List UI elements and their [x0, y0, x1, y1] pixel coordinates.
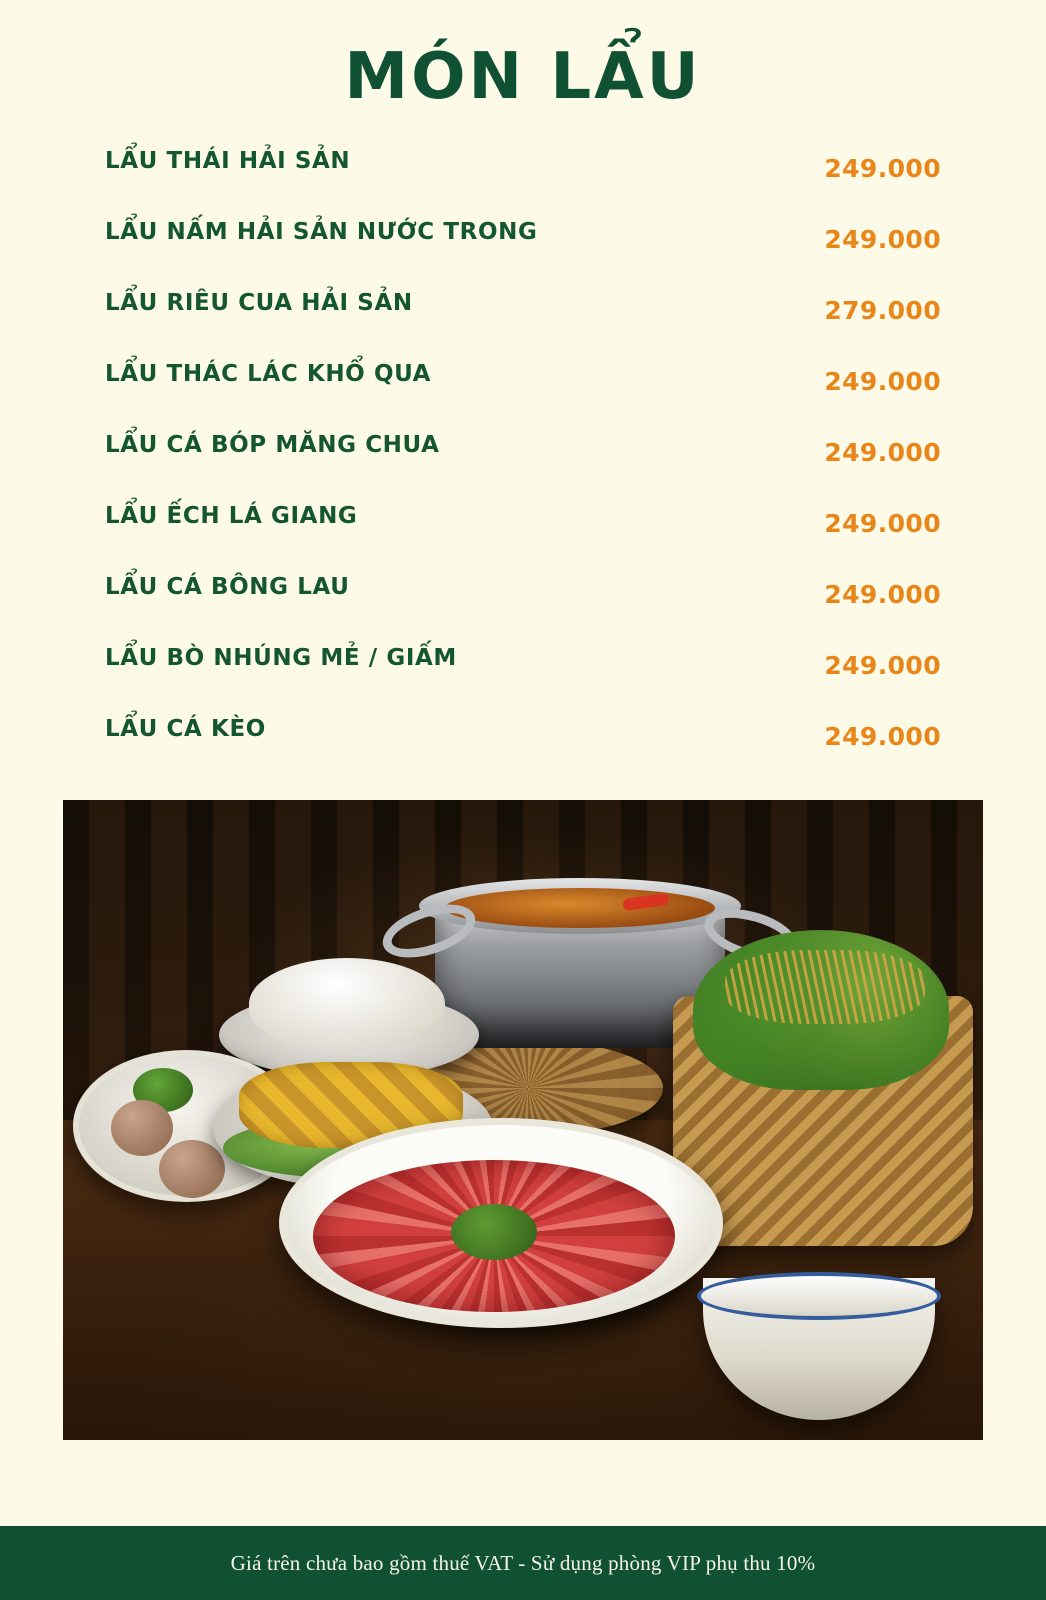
list-item[interactable] — [105, 429, 941, 500]
photo-parsley-garnish — [451, 1204, 537, 1260]
menu-item-name: LẨU BÒ NHÚNG MẺ / GIẤM — [105, 645, 457, 672]
menu-item-price: 249.000 — [824, 580, 941, 610]
menu-item-price: 249.000 — [824, 154, 941, 184]
menu-item-name: LẨU ẾCH LÁ GIANG — [105, 503, 358, 530]
menu-item-price: 249.000 — [824, 438, 941, 468]
menu-item-name: LẨU CÁ KÈO — [105, 716, 266, 743]
list-item[interactable] — [105, 216, 941, 287]
menu-item-price: 249.000 — [824, 722, 941, 752]
photo-rice — [249, 958, 445, 1050]
menu-item-price: 249.000 — [824, 509, 941, 539]
menu-item-name: LẨU RIÊU CUA HẢI SẢN — [105, 290, 413, 317]
photo-bean-sprouts — [725, 950, 925, 1024]
list-item[interactable] — [105, 500, 941, 571]
list-item[interactable] — [105, 642, 941, 713]
photo-meatball — [159, 1140, 225, 1198]
menu-item-name: LẨU CÁ BÔNG LAU — [105, 574, 350, 601]
menu-item-list — [105, 145, 941, 784]
menu-item-price: 249.000 — [824, 225, 941, 255]
page-title: MÓN LẨU — [344, 40, 702, 114]
list-item[interactable] — [105, 358, 941, 429]
menu-item-name: LẨU NẤM HẢI SẢN NƯỚC TRONG — [105, 219, 538, 246]
menu-item-name: LẨU THÁI HẢI SẢN — [105, 148, 351, 175]
photo-hotpot-broth — [445, 888, 715, 928]
footer-bar — [0, 1526, 1046, 1600]
menu-item-price: 249.000 — [824, 367, 941, 397]
menu-item-name: LẨU THÁC LÁC KHỔ QUA — [105, 361, 432, 388]
menu-item-name: LẨU CÁ BÓP MĂNG CHUA — [105, 432, 440, 459]
list-item[interactable] — [105, 287, 941, 358]
menu-item-price: 249.000 — [824, 651, 941, 681]
title-section — [0, 40, 1046, 114]
photo-meatball — [111, 1100, 173, 1156]
footer-note: Giá trên chưa bao gồm thuế VAT - Sử dụng phòng VIP phụ thu 10% — [230, 1550, 816, 1575]
dish-photo — [63, 800, 983, 1440]
list-item[interactable] — [105, 571, 941, 642]
photo-side-bowl-rim — [697, 1272, 941, 1320]
list-item[interactable] — [105, 145, 941, 216]
menu-item-price: 279.000 — [824, 296, 941, 326]
photo-background — [63, 800, 983, 1440]
list-item[interactable] — [105, 713, 941, 784]
